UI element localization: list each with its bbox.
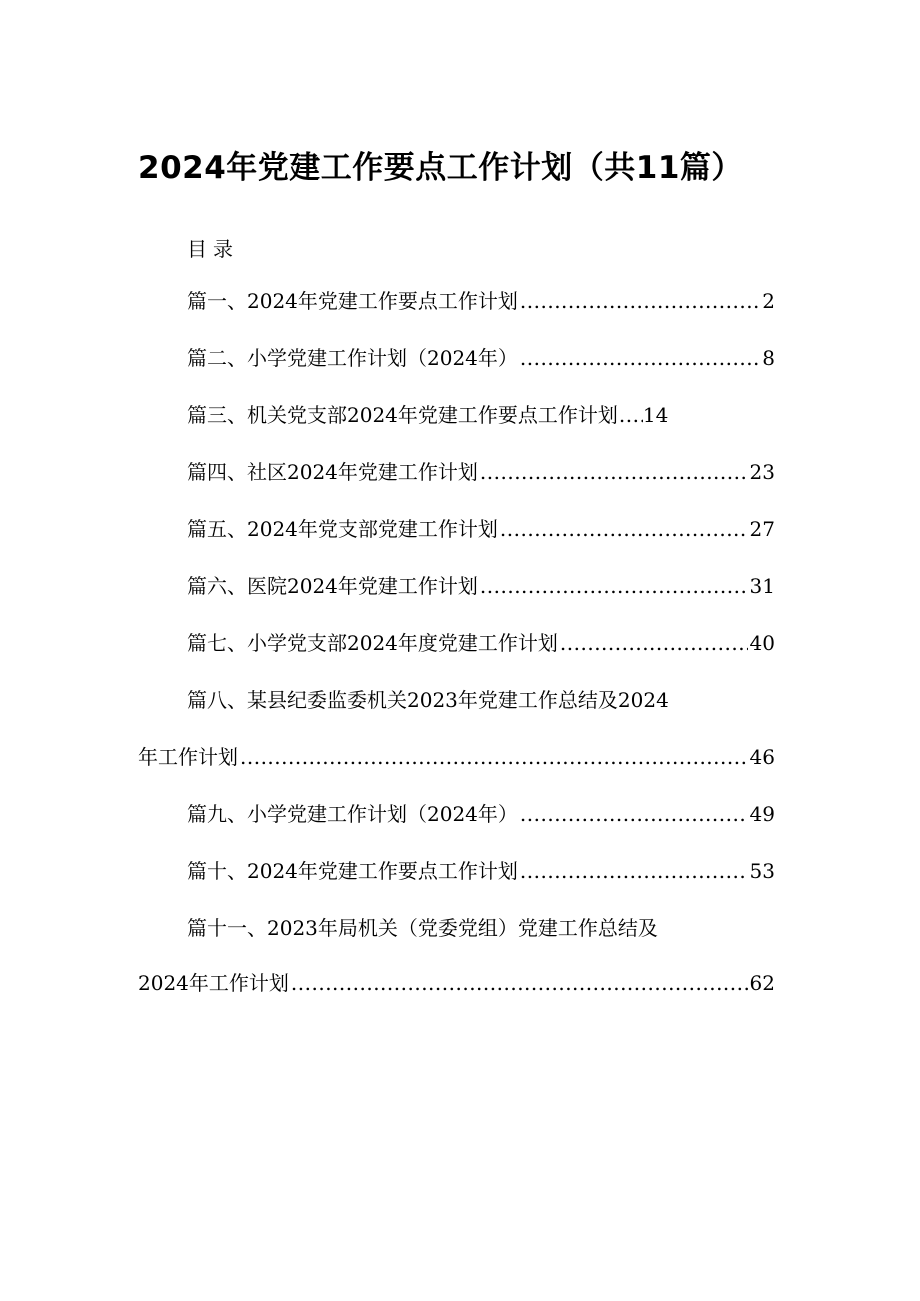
toc-entry[interactable] [187,571,775,601]
toc-entry-page: 27 [749,517,775,541]
toc-entry-title: 篇九、小学党建工作计划（2024年） [187,802,518,826]
toc-entry-title: 篇四、社区2024年党建工作计划 [187,460,478,484]
toc-entry-page: 14 [642,403,669,427]
toc-entry-title-line1[interactable]: 篇十一、2023年局机关（党委党组）党建工作总结及 [187,916,658,940]
toc-leader [560,628,748,658]
toc-entry[interactable] [187,457,775,487]
toc-entry-page: 62 [749,971,775,995]
toc-leader [480,571,748,601]
toc-entry-title: 篇三、机关党支部2024年党建工作要点工作计划 [187,403,618,427]
toc-leader [291,968,748,998]
toc-entry-page: 23 [749,460,775,484]
toc-entry[interactable] [187,343,775,373]
toc-entry-title: 篇二、小学党建工作计划（2024年） [187,346,518,370]
toc-entry-page: 8 [762,346,775,370]
toc-entry-page: 31 [749,574,775,598]
document-title: 2024年党建工作要点工作计划（共11篇） [138,150,743,186]
toc-entry[interactable] [187,628,775,658]
toc-entry[interactable] [187,799,775,829]
toc-label: 目录 [187,237,239,261]
toc-entry[interactable] [138,968,775,998]
toc-entry-title: 篇七、小学党支部2024年度党建工作计划 [187,631,558,655]
toc-entry[interactable] [187,400,668,430]
toc-entry[interactable] [138,742,775,772]
toc-entry-title: 篇五、2024年党支部党建工作计划 [187,517,498,541]
toc-entry-page: 53 [749,859,775,883]
toc-entry-page: 40 [749,631,775,655]
toc-entry-page: 49 [749,802,775,826]
toc-entry[interactable] [187,856,775,886]
toc-leader [619,400,643,430]
toc-leader [520,856,748,886]
toc-leader [480,457,748,487]
toc-leader [240,742,748,772]
toc-leader [520,286,760,316]
toc-entry[interactable] [187,514,775,544]
toc-entry-page: 46 [749,745,775,769]
toc-entry-title: 篇一、2024年党建工作要点工作计划 [187,289,518,313]
toc-entry-page: 2 [762,289,775,313]
toc-leader [520,343,760,373]
toc-entry[interactable] [187,286,775,316]
toc-entry-title-line2: 2024年工作计划 [138,971,289,995]
toc-leader [520,799,748,829]
toc-entry-title-line2: 年工作计划 [138,745,238,769]
toc-entry-title: 篇六、医院2024年党建工作计划 [187,574,478,598]
toc-leader [500,514,748,544]
toc-entry-title-line1[interactable]: 篇八、某县纪委监委机关2023年党建工作总结及2024 [187,688,669,712]
toc-entry-title: 篇十、2024年党建工作要点工作计划 [187,859,518,883]
